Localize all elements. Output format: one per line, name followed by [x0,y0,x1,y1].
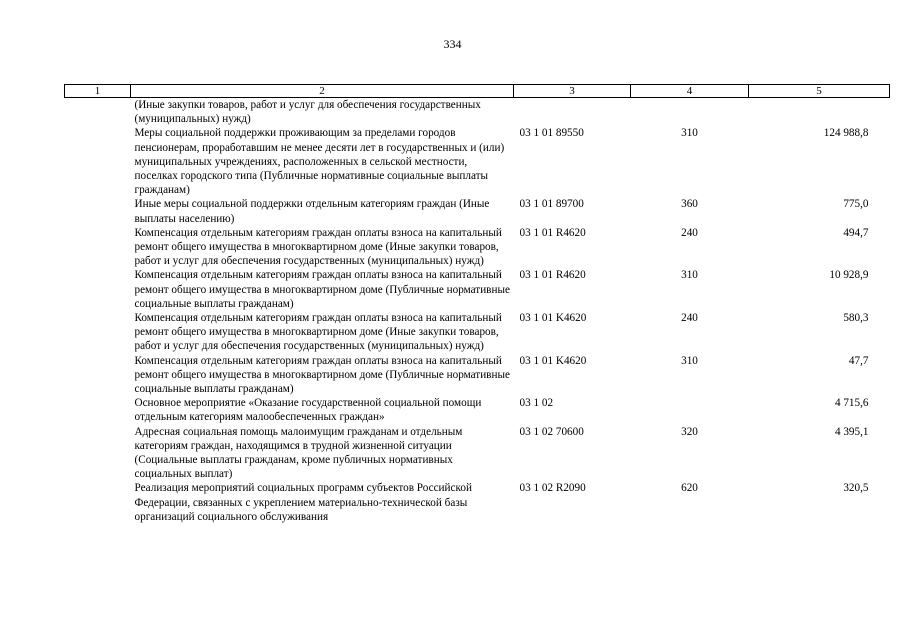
expense-type-cell [631,396,749,424]
expense-type-cell: 360 [681,198,698,211]
row-number-cell [65,126,131,197]
classification-code-cell: 03 1 01 89550 [519,127,584,140]
classification-code-cell: 03 1 01 K4620 [519,312,587,325]
amount-cell: 124 988,8 [823,127,869,140]
item-name-cell: Компенсация отдельным категориям граждан оплаты взноса на капитальный ремонт общего имущества в многоквартирном доме (Иные закупки товаров, работ и услуг для обеспечения государственных (муниципальных) нужд) [134,312,502,353]
expense-type-cell [631,98,749,127]
table-row [65,197,890,225]
classification-code-cell: 03 1 02 R2090 [519,482,586,495]
amount-cell: 47,7 [848,354,869,367]
item-name-cell: Меры социальной поддержки проживающим за пределами городов пенсионерам, проработавшим не менее десяти лет в государственных и (или) муниципальных учреждениях, расположенных в сельской местности, поселках городского типа (Публичные нормативные социальные выплаты гражданам) [134,127,505,197]
row-number-cell [65,197,131,225]
table-body [65,98,890,525]
expense-type-cell: 310 [681,354,698,367]
row-number-cell [65,425,131,482]
amount-cell: 320,5 [843,482,869,495]
item-name-cell: Компенсация отдельным категориям граждан оплаты взноса на капитальный ремонт общего имущества в многоквартирном доме (Публичные нормативные социальные выплаты гражданам) [134,354,510,396]
amount-cell: 775,0 [843,198,869,211]
column-header-2: 2 [131,85,514,98]
expense-type-cell: 310 [681,269,698,282]
page-number: 334 [443,37,462,51]
classification-code-cell: 03 1 01 89700 [519,198,584,211]
table-row [65,396,890,424]
row-number-cell [65,226,131,269]
table-row [65,311,890,354]
row-number-cell [65,268,131,311]
item-name-cell: Компенсация отдельным категориям граждан оплаты взноса на капитальный ремонт общего имущества в многоквартирном доме (Публичные нормативные социальные выплаты гражданам) [134,269,510,310]
expense-type-cell: 320 [681,425,698,438]
table-row [65,425,890,482]
budget-table [64,84,890,524]
row-number-cell [65,311,131,354]
classification-code-cell: 03 1 01 R4620 [519,226,586,239]
table-row [65,481,890,524]
header-row [65,85,890,98]
amount-cell: 10 928,9 [829,269,869,282]
amount-cell: 4 395,1 [834,425,869,438]
item-name-cell: Иные меры социальной поддержки отдельным категориям граждан (Иные выплаты населению) [134,198,490,225]
classification-code-cell: 03 1 01 R4620 [519,269,586,282]
item-name-cell: (Иные закупки товаров, работ и услуг для обеспечения государственных (муниципальных) нужд) [134,99,481,126]
column-header-1: 1 [65,85,131,98]
expense-type-cell: 620 [681,482,698,495]
classification-code-cell: 03 1 02 70600 [519,425,584,438]
item-name-cell: Реализация мероприятий социальных программ субъектов Российской Федерации, связанных с укреплением материально-технической базы организаций социального обслуживания [134,482,472,523]
amount-cell: 4 715,6 [834,397,869,410]
classification-code-cell: 03 1 01 K4620 [519,354,587,367]
row-number-cell [65,354,131,397]
table-row [65,354,890,397]
table-row [65,98,890,127]
classification-code-cell [514,98,631,127]
column-header-4: 4 [631,85,749,98]
column-header-3: 3 [514,85,631,98]
table-row [65,126,890,197]
row-number-cell [65,481,131,524]
expense-type-cell: 310 [681,127,698,140]
item-name-cell: Основное мероприятие «Оказание государственной социальной помощи отдельным категориям малообеспеченных граждан» [134,397,482,424]
classification-code-cell: 03 1 02 [519,397,554,410]
amount-cell: 580,3 [843,312,869,325]
expense-type-cell: 240 [681,312,698,325]
table-row [65,226,890,269]
amount-cell [749,98,890,127]
row-number-cell [65,396,131,424]
item-name-cell: Компенсация отдельным категориям граждан оплаты взноса на капитальный ремонт общего имущества в многоквартирном доме (Иные закупки товаров, работ и услуг для обеспечения государственных (муниципальных) нужд) [134,226,502,268]
table-row [65,268,890,311]
row-number-cell [65,98,131,127]
amount-cell: 494,7 [843,226,869,239]
column-header-5: 5 [749,85,890,98]
expense-type-cell: 240 [681,226,698,239]
item-name-cell: Адресная социальная помощь малоимущим гражданам и отдельным категориям граждан, находящимся в трудной жизненной ситуации (Социальные выплаты гражданам, кроме публичных нормативных социальных выплат) [134,425,463,481]
